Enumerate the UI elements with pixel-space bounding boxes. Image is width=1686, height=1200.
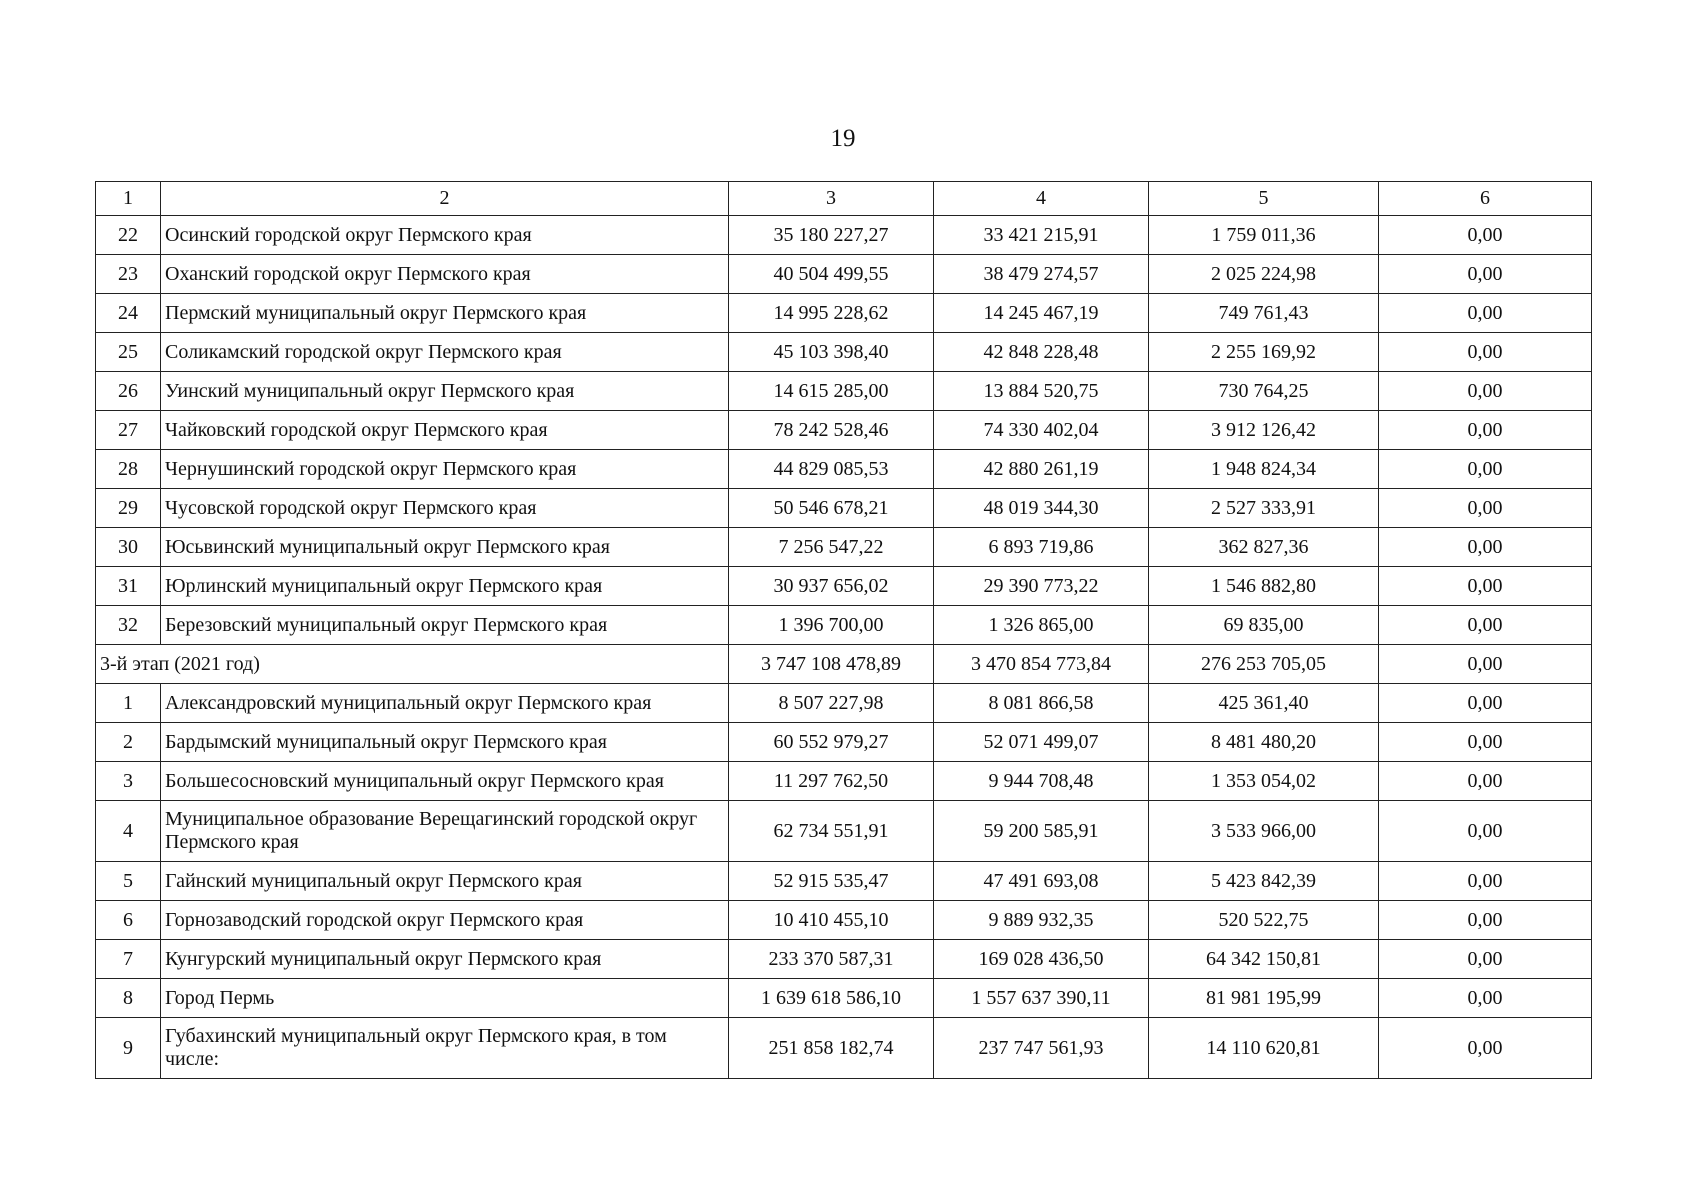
value-col-5: 81 981 195,99 bbox=[1149, 979, 1379, 1018]
value-col-3: 44 829 085,53 bbox=[729, 450, 934, 489]
value-col-6: 0,00 bbox=[1379, 940, 1592, 979]
value-col-6: 0,00 bbox=[1379, 606, 1592, 645]
value-col-5: 1 759 011,36 bbox=[1149, 216, 1379, 255]
municipality-name: Юрлинский муниципальный округ Пермского края bbox=[161, 567, 729, 606]
table-row bbox=[96, 567, 1592, 606]
value-col-4: 38 479 274,57 bbox=[934, 255, 1149, 294]
table-row bbox=[96, 528, 1592, 567]
value-col-6: 0,00 bbox=[1379, 862, 1592, 901]
table-row bbox=[96, 216, 1592, 255]
row-number: 22 bbox=[96, 216, 161, 255]
value-col-4: 42 880 261,19 bbox=[934, 450, 1149, 489]
header-col-1: 1 bbox=[96, 182, 161, 216]
value-col-6: 0,00 bbox=[1379, 450, 1592, 489]
table-row bbox=[96, 372, 1592, 411]
table-row bbox=[96, 684, 1592, 723]
table-row bbox=[96, 901, 1592, 940]
header-col-5: 5 bbox=[1149, 182, 1379, 216]
value-col-5: 2 255 169,92 bbox=[1149, 333, 1379, 372]
page-number: 19 bbox=[830, 125, 856, 152]
value-col-3: 78 242 528,46 bbox=[729, 411, 934, 450]
value-col-4: 29 390 773,22 bbox=[934, 567, 1149, 606]
value-col-6: 0,00 bbox=[1379, 1018, 1592, 1079]
row-number: 31 bbox=[96, 567, 161, 606]
value-col-5: 3 912 126,42 bbox=[1149, 411, 1379, 450]
header-col-6: 6 bbox=[1379, 182, 1592, 216]
value-col-4: 169 028 436,50 bbox=[934, 940, 1149, 979]
budget-table bbox=[95, 181, 1592, 1079]
stage-value-col-3: 3 747 108 478,89 bbox=[729, 645, 934, 684]
value-col-6: 0,00 bbox=[1379, 216, 1592, 255]
table-row bbox=[96, 255, 1592, 294]
header-col-4: 4 bbox=[934, 182, 1149, 216]
value-col-3: 45 103 398,40 bbox=[729, 333, 934, 372]
value-col-6: 0,00 bbox=[1379, 979, 1592, 1018]
municipality-name: Горнозаводский городской округ Пермского края bbox=[161, 901, 729, 940]
value-col-4: 42 848 228,48 bbox=[934, 333, 1149, 372]
municipality-name: Юсьвинский муниципальный округ Пермского края bbox=[161, 528, 729, 567]
value-col-5: 5 423 842,39 bbox=[1149, 862, 1379, 901]
table-row bbox=[96, 450, 1592, 489]
value-col-6: 0,00 bbox=[1379, 723, 1592, 762]
value-col-5: 69 835,00 bbox=[1149, 606, 1379, 645]
row-number: 32 bbox=[96, 606, 161, 645]
value-col-5: 425 361,40 bbox=[1149, 684, 1379, 723]
value-col-6: 0,00 bbox=[1379, 901, 1592, 940]
value-col-3: 7 256 547,22 bbox=[729, 528, 934, 567]
row-number: 7 bbox=[96, 940, 161, 979]
municipality-name: Большесосновский муниципальный округ Пермского края bbox=[161, 762, 729, 801]
table-header-row bbox=[96, 182, 1592, 216]
value-col-5: 520 522,75 bbox=[1149, 901, 1379, 940]
municipality-name: Бардымский муниципальный округ Пермского края bbox=[161, 723, 729, 762]
table-row bbox=[96, 333, 1592, 372]
value-col-5: 2 025 224,98 bbox=[1149, 255, 1379, 294]
value-col-5: 8 481 480,20 bbox=[1149, 723, 1379, 762]
value-col-6: 0,00 bbox=[1379, 801, 1592, 862]
row-number: 8 bbox=[96, 979, 161, 1018]
municipality-name: Чайковский городской округ Пермского края bbox=[161, 411, 729, 450]
row-number: 9 bbox=[96, 1018, 161, 1079]
value-col-6: 0,00 bbox=[1379, 567, 1592, 606]
stage-total-row bbox=[96, 645, 1592, 684]
stage-value-col-5: 276 253 705,05 bbox=[1149, 645, 1379, 684]
value-col-3: 30 937 656,02 bbox=[729, 567, 934, 606]
municipality-name: Осинский городской округ Пермского края bbox=[161, 216, 729, 255]
value-col-5: 1 546 882,80 bbox=[1149, 567, 1379, 606]
value-col-3: 50 546 678,21 bbox=[729, 489, 934, 528]
municipality-name: Гайнский муниципальный округ Пермского края bbox=[161, 862, 729, 901]
value-col-3: 52 915 535,47 bbox=[729, 862, 934, 901]
municipality-name: Кунгурский муниципальный округ Пермского края bbox=[161, 940, 729, 979]
municipality-name: Муниципальное образование Верещагинский городской округ Пермского края bbox=[161, 801, 729, 862]
value-col-6: 0,00 bbox=[1379, 684, 1592, 723]
table-row bbox=[96, 979, 1592, 1018]
value-col-3: 1 639 618 586,10 bbox=[729, 979, 934, 1018]
value-col-3: 1 396 700,00 bbox=[729, 606, 934, 645]
row-number: 6 bbox=[96, 901, 161, 940]
value-col-3: 40 504 499,55 bbox=[729, 255, 934, 294]
table-row bbox=[96, 801, 1592, 862]
table-row bbox=[96, 489, 1592, 528]
value-col-3: 11 297 762,50 bbox=[729, 762, 934, 801]
table-row bbox=[96, 862, 1592, 901]
value-col-3: 8 507 227,98 bbox=[729, 684, 934, 723]
value-col-4: 9 944 708,48 bbox=[934, 762, 1149, 801]
municipality-name: Соликамский городской округ Пермского края bbox=[161, 333, 729, 372]
value-col-3: 14 615 285,00 bbox=[729, 372, 934, 411]
value-col-4: 59 200 585,91 bbox=[934, 801, 1149, 862]
value-col-6: 0,00 bbox=[1379, 411, 1592, 450]
value-col-5: 362 827,36 bbox=[1149, 528, 1379, 567]
value-col-4: 6 893 719,86 bbox=[934, 528, 1149, 567]
row-number: 27 bbox=[96, 411, 161, 450]
municipality-name: Пермский муниципальный округ Пермского края bbox=[161, 294, 729, 333]
stage-label: 3-й этап (2021 год) bbox=[96, 645, 729, 684]
row-number: 24 bbox=[96, 294, 161, 333]
value-col-3: 10 410 455,10 bbox=[729, 901, 934, 940]
value-col-4: 8 081 866,58 bbox=[934, 684, 1149, 723]
table-row bbox=[96, 294, 1592, 333]
municipality-name: Чернушинский городской округ Пермского края bbox=[161, 450, 729, 489]
row-number: 1 bbox=[96, 684, 161, 723]
value-col-3: 251 858 182,74 bbox=[729, 1018, 934, 1079]
value-col-6: 0,00 bbox=[1379, 762, 1592, 801]
value-col-4: 33 421 215,91 bbox=[934, 216, 1149, 255]
value-col-6: 0,00 bbox=[1379, 294, 1592, 333]
value-col-6: 0,00 bbox=[1379, 489, 1592, 528]
value-col-3: 62 734 551,91 bbox=[729, 801, 934, 862]
value-col-3: 14 995 228,62 bbox=[729, 294, 934, 333]
table-row bbox=[96, 411, 1592, 450]
value-col-5: 3 533 966,00 bbox=[1149, 801, 1379, 862]
stage-value-col-4: 3 470 854 773,84 bbox=[934, 645, 1149, 684]
row-number: 25 bbox=[96, 333, 161, 372]
value-col-3: 60 552 979,27 bbox=[729, 723, 934, 762]
value-col-4: 1 557 637 390,11 bbox=[934, 979, 1149, 1018]
municipality-name: Чусовской городской округ Пермского края bbox=[161, 489, 729, 528]
value-col-4: 52 071 499,07 bbox=[934, 723, 1149, 762]
value-col-3: 233 370 587,31 bbox=[729, 940, 934, 979]
value-col-4: 237 747 561,93 bbox=[934, 1018, 1149, 1079]
value-col-4: 47 491 693,08 bbox=[934, 862, 1149, 901]
row-number: 28 bbox=[96, 450, 161, 489]
value-col-5: 2 527 333,91 bbox=[1149, 489, 1379, 528]
row-number: 4 bbox=[96, 801, 161, 862]
value-col-6: 0,00 bbox=[1379, 333, 1592, 372]
value-col-4: 74 330 402,04 bbox=[934, 411, 1149, 450]
value-col-6: 0,00 bbox=[1379, 528, 1592, 567]
municipality-name: Губахинский муниципальный округ Пермского края, в том числе: bbox=[161, 1018, 729, 1079]
value-col-4: 13 884 520,75 bbox=[934, 372, 1149, 411]
row-number: 23 bbox=[96, 255, 161, 294]
municipality-name: Оханский городской округ Пермского края bbox=[161, 255, 729, 294]
table-row bbox=[96, 762, 1592, 801]
value-col-4: 9 889 932,35 bbox=[934, 901, 1149, 940]
value-col-5: 14 110 620,81 bbox=[1149, 1018, 1379, 1079]
header-col-2: 2 bbox=[161, 182, 729, 216]
row-number: 29 bbox=[96, 489, 161, 528]
value-col-6: 0,00 bbox=[1379, 372, 1592, 411]
table-row bbox=[96, 1018, 1592, 1079]
value-col-3: 35 180 227,27 bbox=[729, 216, 934, 255]
header-col-3: 3 bbox=[729, 182, 934, 216]
value-col-6: 0,00 bbox=[1379, 255, 1592, 294]
row-number: 2 bbox=[96, 723, 161, 762]
municipality-name: Уинский муниципальный округ Пермского края bbox=[161, 372, 729, 411]
row-number: 3 bbox=[96, 762, 161, 801]
row-number: 5 bbox=[96, 862, 161, 901]
value-col-4: 1 326 865,00 bbox=[934, 606, 1149, 645]
row-number: 26 bbox=[96, 372, 161, 411]
table-row bbox=[96, 723, 1592, 762]
table-row bbox=[96, 940, 1592, 979]
value-col-5: 730 764,25 bbox=[1149, 372, 1379, 411]
municipality-name: Александровский муниципальный округ Пермского края bbox=[161, 684, 729, 723]
value-col-5: 749 761,43 bbox=[1149, 294, 1379, 333]
table-row bbox=[96, 606, 1592, 645]
value-col-4: 48 019 344,30 bbox=[934, 489, 1149, 528]
value-col-5: 64 342 150,81 bbox=[1149, 940, 1379, 979]
stage-value-col-6: 0,00 bbox=[1379, 645, 1592, 684]
value-col-5: 1 948 824,34 bbox=[1149, 450, 1379, 489]
value-col-5: 1 353 054,02 bbox=[1149, 762, 1379, 801]
value-col-4: 14 245 467,19 bbox=[934, 294, 1149, 333]
municipality-name: Березовский муниципальный округ Пермского края bbox=[161, 606, 729, 645]
municipality-name: Город Пермь bbox=[161, 979, 729, 1018]
row-number: 30 bbox=[96, 528, 161, 567]
